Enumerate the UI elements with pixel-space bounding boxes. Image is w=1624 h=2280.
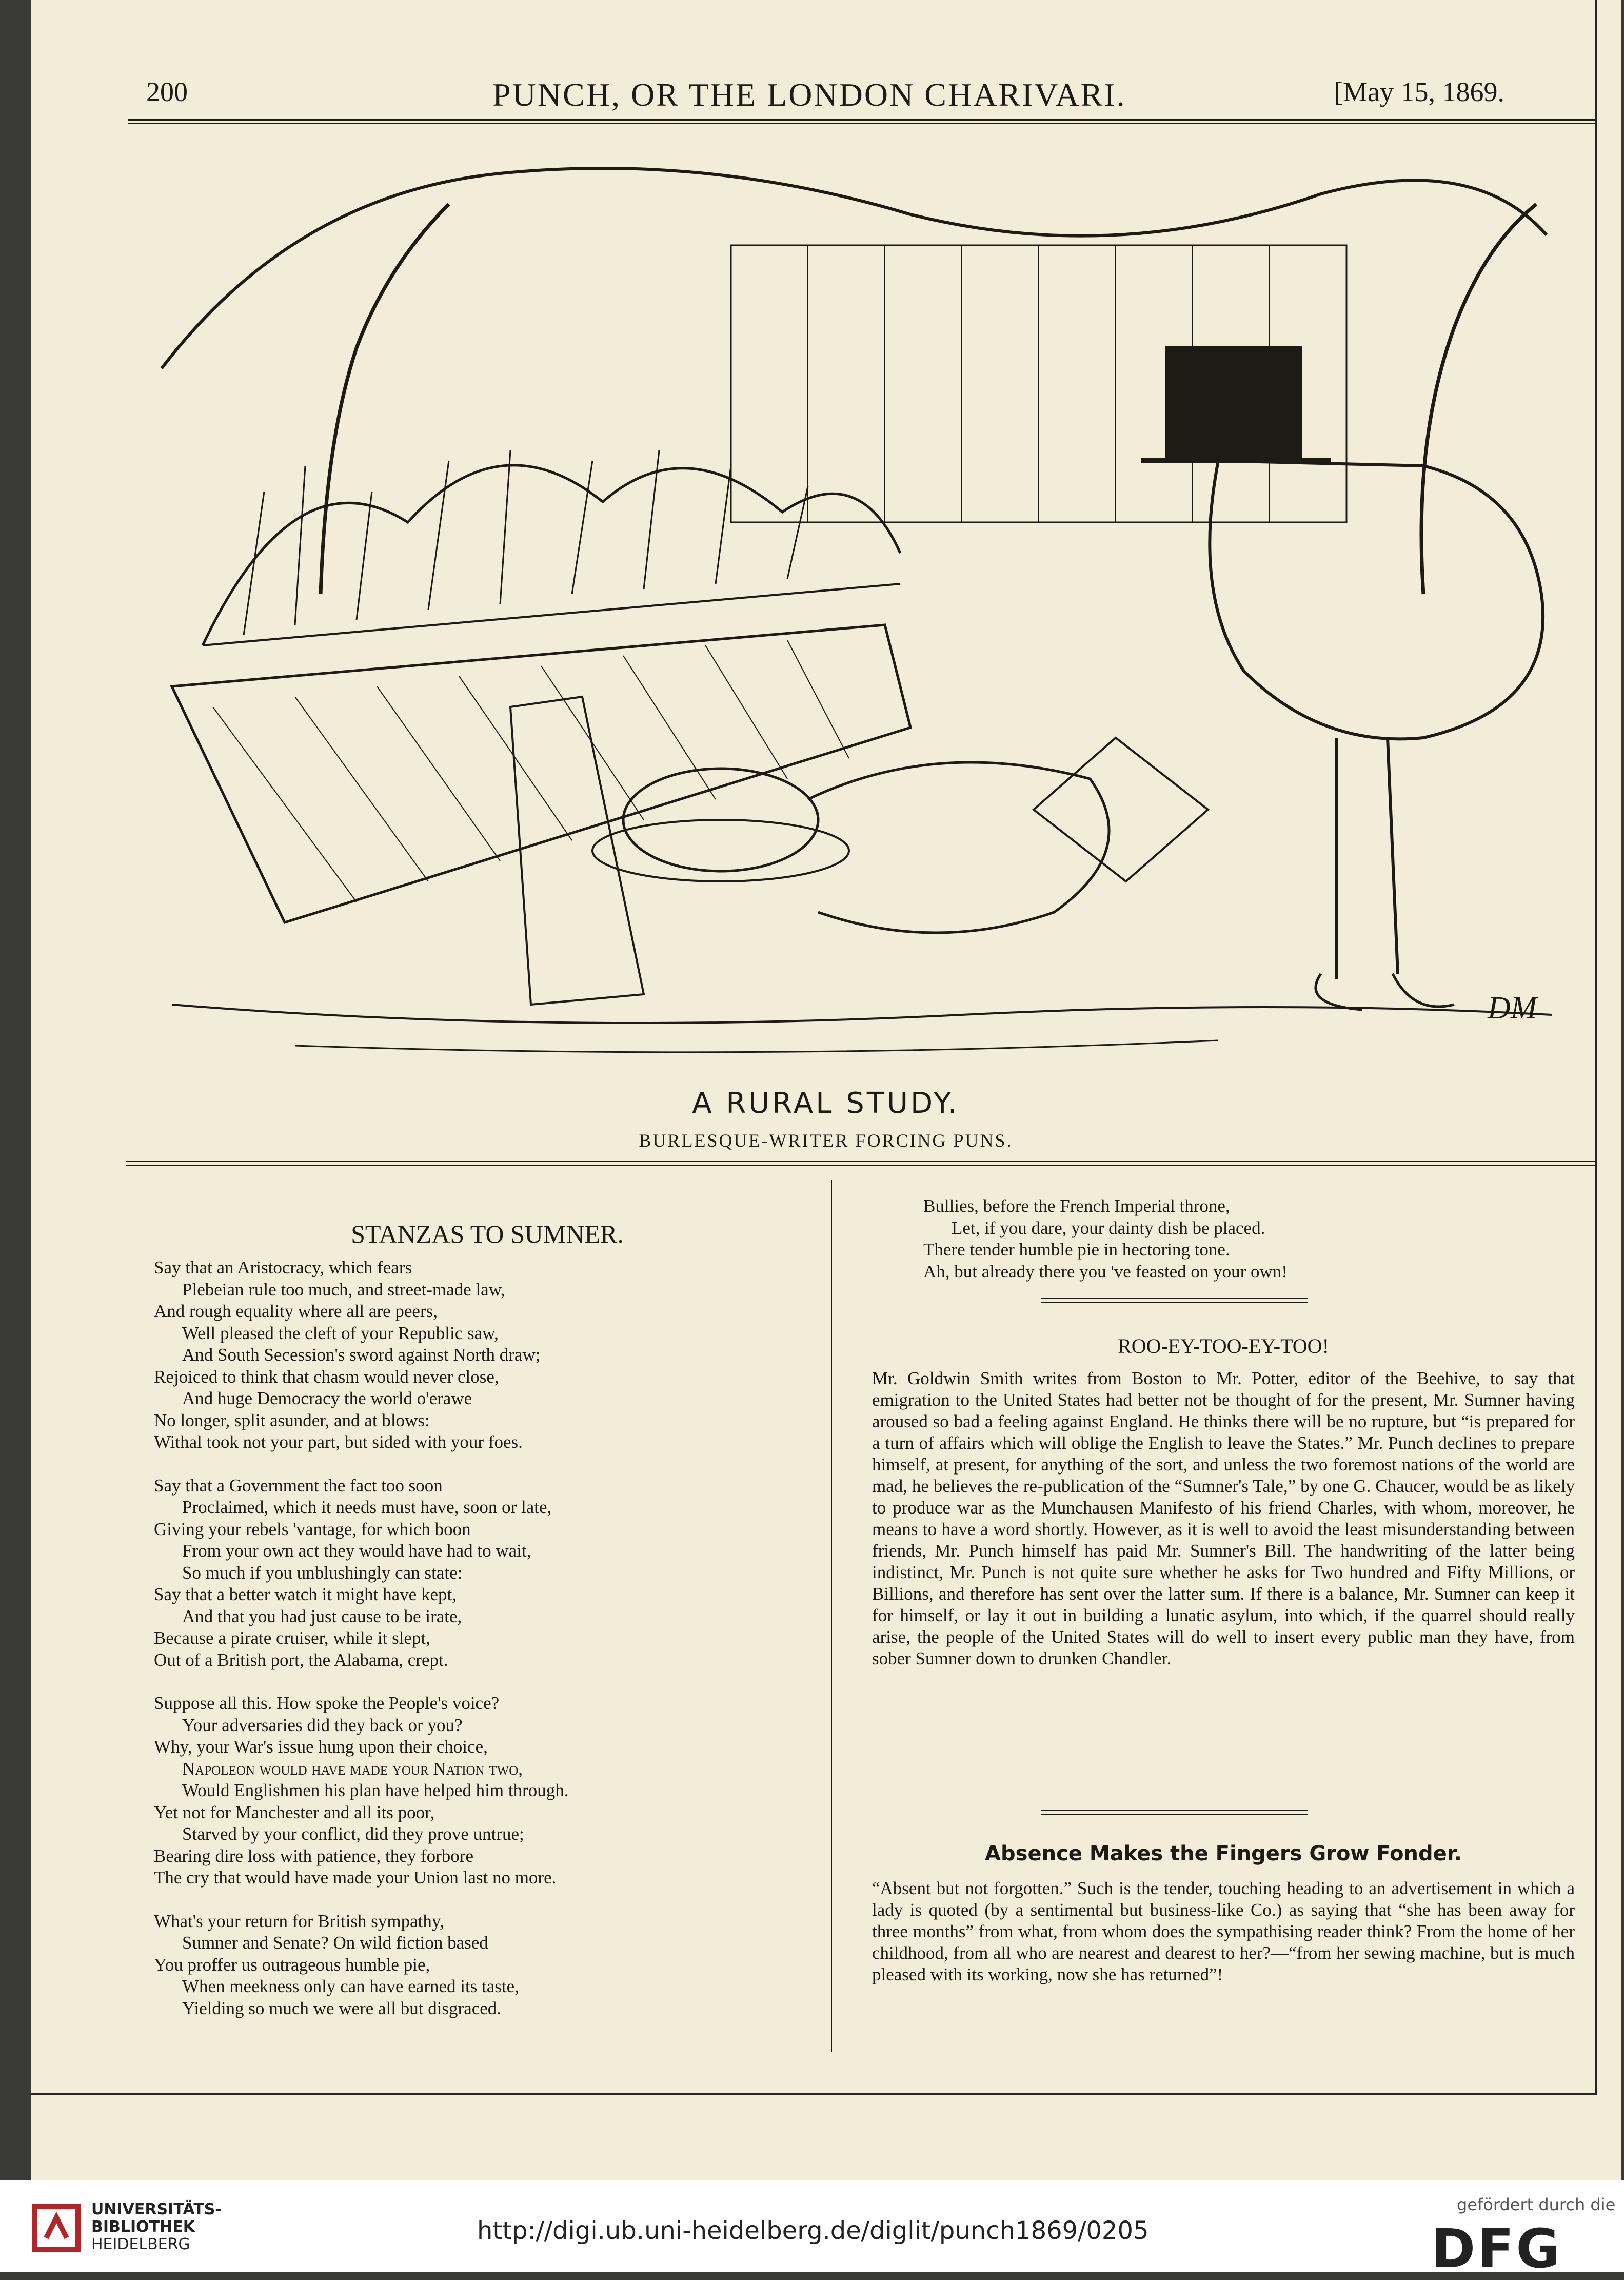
- poem-line: Let, if you dare, your dainty dish be placed.: [952, 1217, 1265, 1238]
- poem-line: Would Englishmen his plan have helped him through.: [182, 1780, 569, 1800]
- poem-line: Well pleased the cleft of your Republic saw,: [182, 1323, 499, 1343]
- artist-signature: DM: [1488, 991, 1537, 1026]
- article-body: Mr. Goldwin Smith writes from Boston to Mr. Potter, editor of the Beehive, to say that emigration to the United States had better not be thought of for the present, Mr. Sumner having aroused so bad a feeling against England. He thinks there will be no rupture, but “is prepared for a turn of affairs which will oblige the English to leave the States.” Mr. Punch declines to prepare himself, at present, for anything of the sort, and unless the two foremost nations of the world are mad, he believes the re-publication of the “Sumner's Tale,” by one G. Chaucer, would be as likely to produce war as the Munchausen Manifesto of his friend Charles, with whom, moreover, he means to have a word shortly. However, as it is well to avoid the least misunderstanding between friends, Mr. Punch himself has paid Mr. Sumner's Bill. The handwriting of the latter being indistinct, Mr. Punch is not quite sure whether he asks for Two hundred and Fifty Millions, or Billions, and therefore has sent over the latter sum. If there is a balance, Mr. Sumner can keep it for himself, or lay it out in building a lunatic asylum, into which, if the quarrel should really arise, the people of the United States will do well to insert every public man they have, from sober Sumner down to drunken Chandler.: [872, 1368, 1575, 1668]
- poem-line: And that you had just cause to be irate,: [182, 1606, 462, 1626]
- column-divider: [831, 1180, 832, 2052]
- article-title: ROO-EY-TOO-EY-TOO!: [1118, 1334, 1329, 1358]
- poem-title: STANZAS TO SUMNER.: [351, 1220, 624, 1248]
- section-rule: [126, 1161, 1595, 1162]
- poem-line: Say that a Government the fact too soon: [154, 1475, 443, 1496]
- poem-line: Say that an Aristocracy, which fears: [154, 1257, 412, 1277]
- poem-line: Proclaimed, which it needs must have, soon or late,: [182, 1497, 552, 1517]
- engraving-illustration: [141, 132, 1562, 1082]
- poem-line: From your own act they would have had to wait,: [182, 1541, 531, 1561]
- poem-line: Because a pirate cruiser, while it slept,: [154, 1628, 430, 1648]
- university-library-logo: [31, 2202, 82, 2253]
- poem-line: Yielding so much we were all but disgraced.: [182, 1998, 502, 2018]
- newspaper-page: [31, 0, 1621, 2180]
- poem-line: And rough equality where all are peers,: [154, 1301, 438, 1321]
- poem-line: Your adversaries did they back or you?: [182, 1715, 463, 1735]
- separator-rule: [1041, 1810, 1308, 1811]
- poem-line: Why, your War's issue hung upon their choice,: [154, 1737, 488, 1757]
- separator-rule: [1041, 1298, 1308, 1299]
- page-number: 200: [146, 76, 188, 107]
- poem-line: What's your return for British sympathy,: [154, 1911, 444, 1931]
- poem-line: Yet not for Manchester and all its poor,: [154, 1802, 435, 1822]
- poem-line: Bullies, before the French Imperial throne,: [923, 1196, 1230, 1216]
- poem-line: There tender humble pie in hectoring tone.: [923, 1240, 1230, 1260]
- poem-body: [154, 1257, 568, 2019]
- header-rule: [128, 119, 1595, 121]
- university-library-name: UNIVERSITÄTS- BIBLIOTHEK HEIDELBERG: [91, 2200, 222, 2253]
- issue-date: [May 15, 1869.: [1334, 76, 1504, 107]
- poem-line: Ah, but already there you 've feasted on your own!: [923, 1261, 1288, 1282]
- cartoon-subtitle: BURLESQUE-WRITER FORCING PUNS.: [639, 1130, 1013, 1151]
- separator-rule: [1041, 1302, 1308, 1303]
- poem-line: And huge Democracy the world o'erawe: [182, 1388, 472, 1408]
- poem-line: Giving your rebels 'vantage, for which boon: [154, 1519, 471, 1539]
- article-body: “Absent but not forgotten.” Such is the tender, touching heading to an advertisement in which a lady is quoted (by a sentimental but business-like Co.) as saying that “she has been away for three months” from what, from whom does the sympathising reader think? From the home of her childhood, from all who are nearest and dearest to her?—“from her sewing machine, but is much pleased with its working, now she has returned”!: [872, 1878, 1575, 1984]
- separator-rule: [1041, 1814, 1308, 1815]
- article-title: Absence Makes the Fingers Grow Fonder.: [985, 1842, 1462, 1865]
- poem-line: Withal took not your part, but sided with your foes.: [154, 1432, 523, 1452]
- poem-line: So much if you unblushingly can state:: [182, 1562, 463, 1583]
- poem-line: Napoleon would have made your Nation two,: [182, 1758, 523, 1779]
- header-rule-thin: [128, 123, 1595, 124]
- poem-line: The cry that would have made your Union last no more.: [154, 1868, 557, 1888]
- poem-line: You proffer us outrageous humble pie,: [154, 1954, 430, 1975]
- funding-note: gefördert durch die: [1457, 2195, 1616, 2214]
- poem-line: Plebeian rule too much, and street-made law,: [182, 1279, 505, 1300]
- poem-continuation: [923, 1195, 1288, 1283]
- poem-line: No longer, split asunder, and at blows:: [154, 1410, 430, 1430]
- poem-line: Suppose all this. How spoke the People's voice?: [154, 1693, 500, 1713]
- poem-line: When meekness only can have earned its taste,: [182, 1976, 519, 1996]
- running-title: PUNCH, OR THE LONDON CHARIVARI.: [492, 76, 1126, 113]
- poem-line: Bearing dire loss with patience, they forbore: [154, 1845, 473, 1866]
- source-url-link[interactable]: http://digi.ub.uni-heidelberg.de/diglit/punch1869/0205: [477, 2216, 1149, 2245]
- poem-line: Out of a British port, the Alabama, crept.: [154, 1649, 448, 1670]
- poem-line: And South Secession's sword against North draw;: [182, 1345, 541, 1365]
- dfg-logo: DFG: [1431, 2217, 1562, 2280]
- section-rule-thin: [126, 1165, 1595, 1166]
- poem-line: Sumner and Senate? On wild fiction based: [182, 1933, 488, 1953]
- poem-line: Rejoiced to think that chasm would never close,: [154, 1366, 499, 1387]
- cartoon-title: A RURAL STUDY.: [692, 1087, 960, 1120]
- poem-line: Starved by your conflict, did they prove untrue;: [182, 1824, 524, 1844]
- poem-line: Say that a better watch it might have kept,: [154, 1584, 457, 1604]
